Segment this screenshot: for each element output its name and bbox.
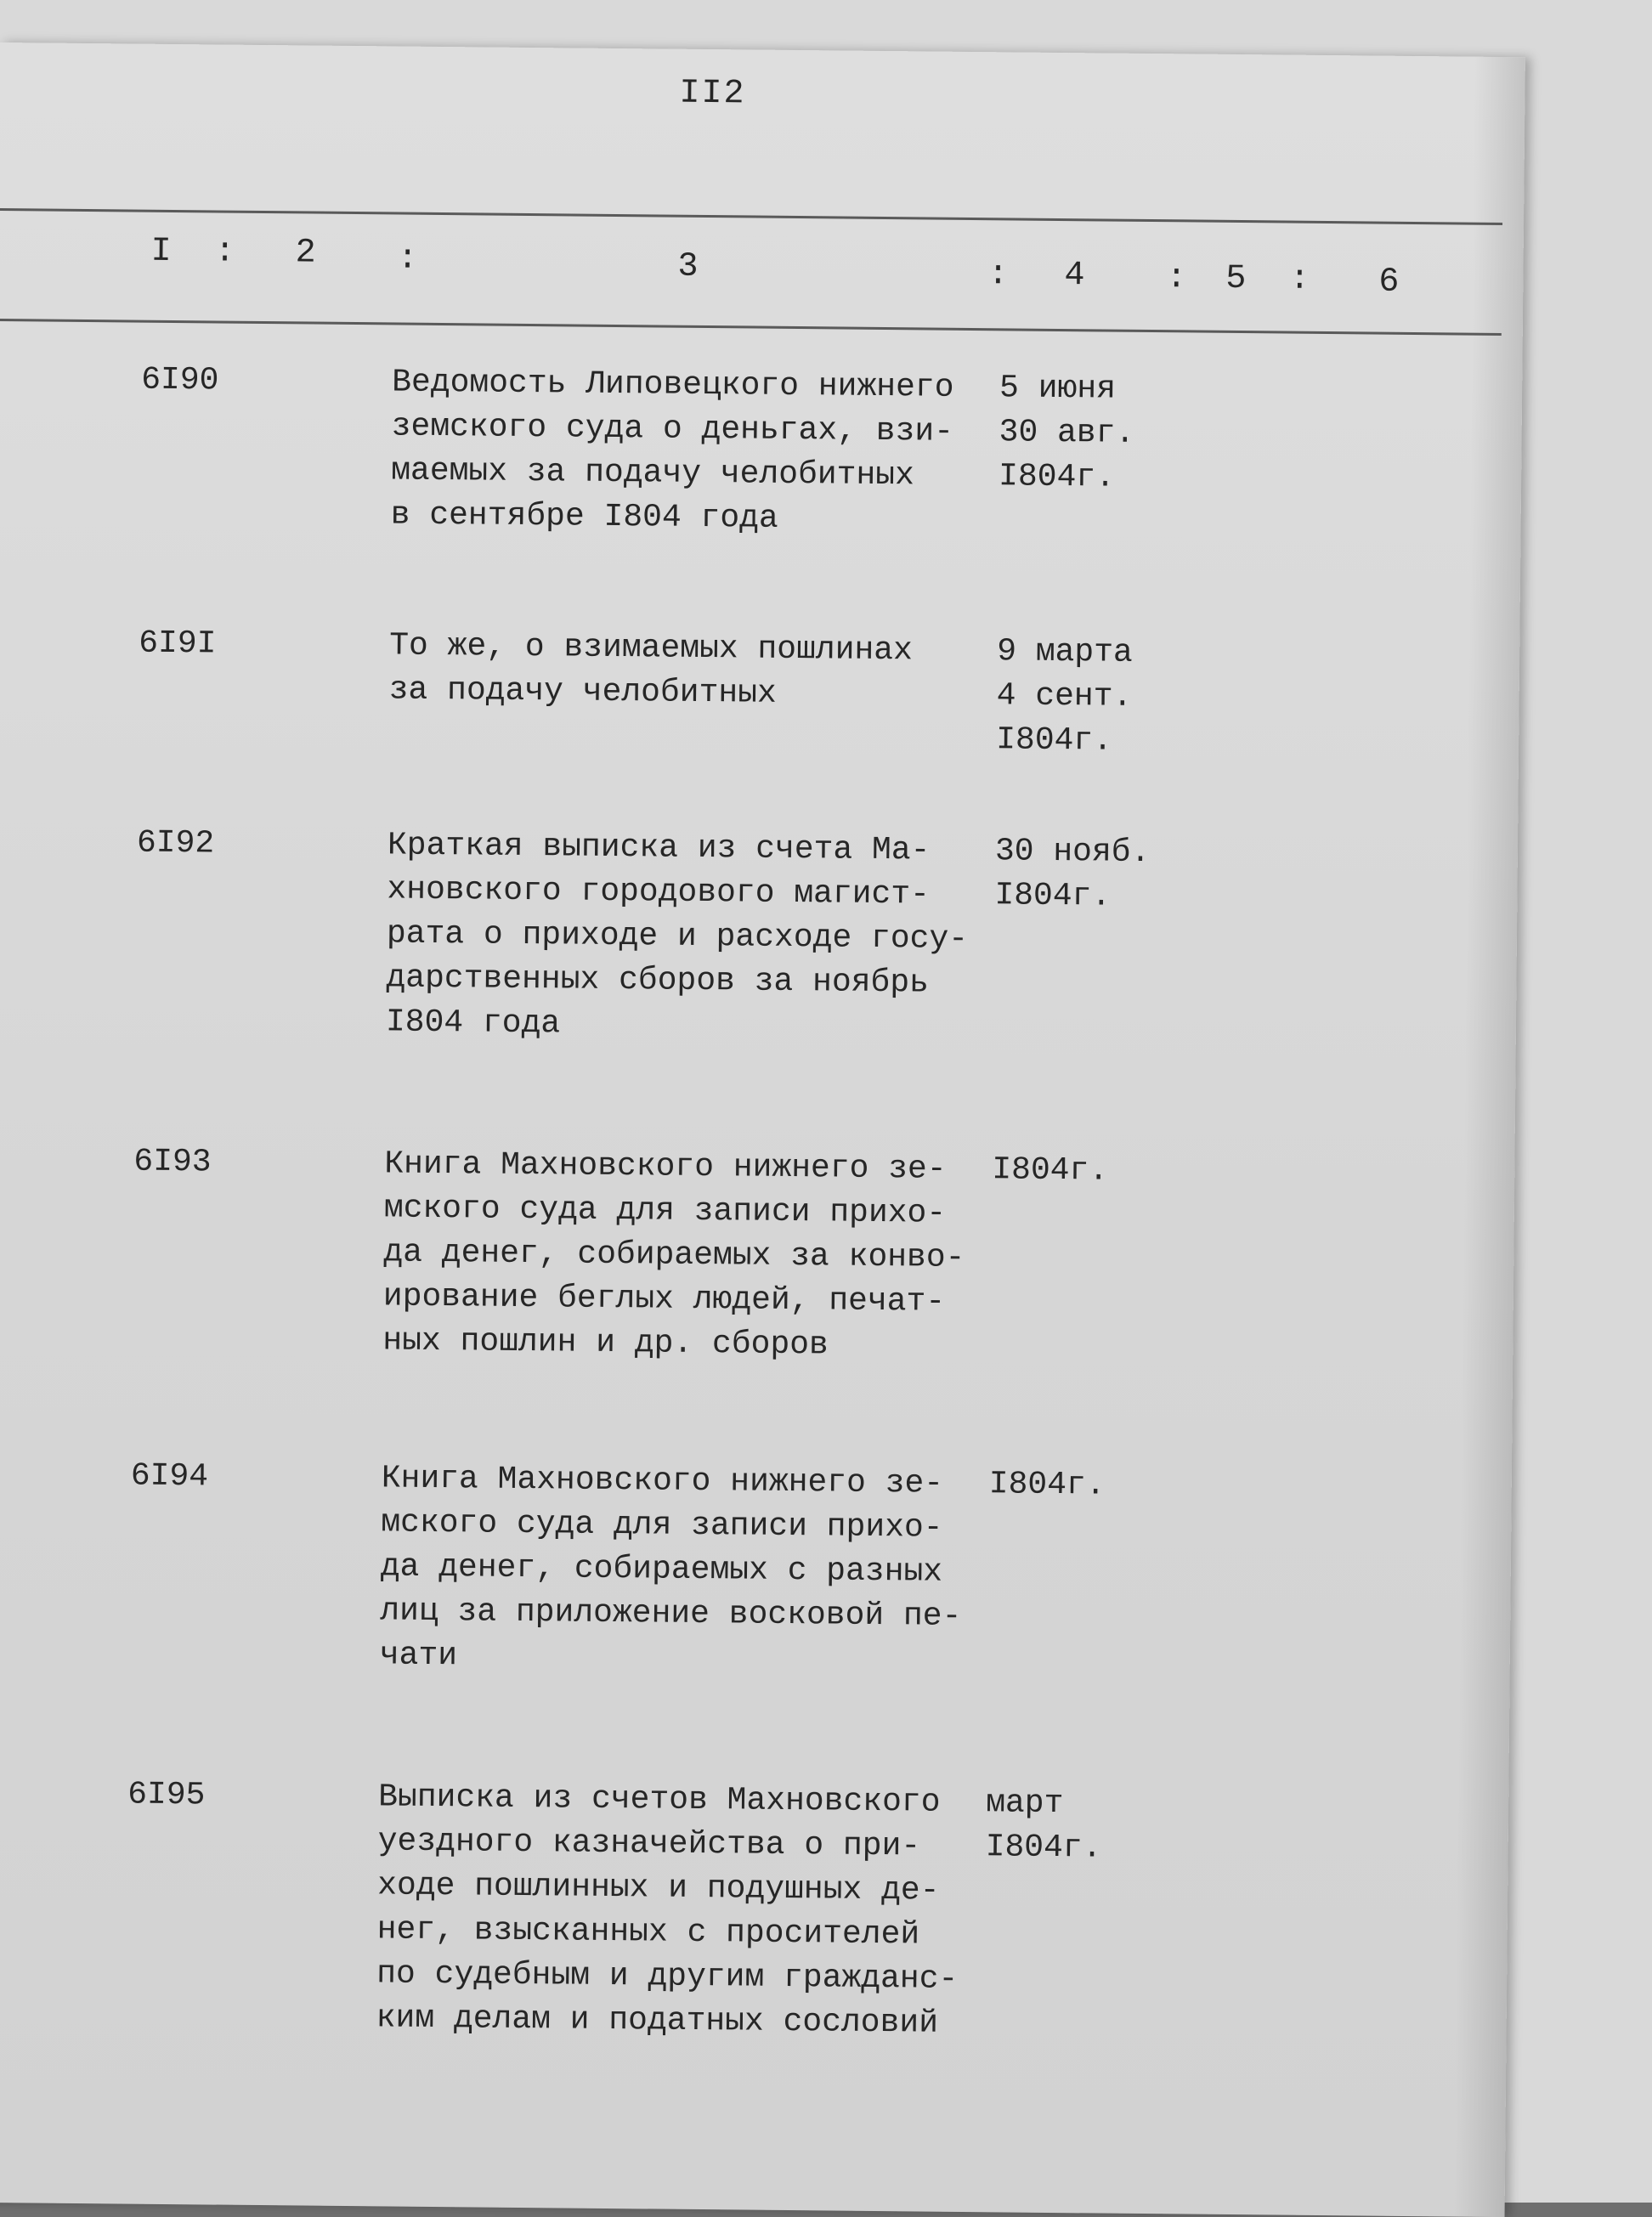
column-header-6: 6 <box>1378 263 1400 302</box>
description-line: I804 года <box>385 1004 561 1043</box>
date-line: 4 сент. <box>996 677 1133 715</box>
date-line: I804г. <box>992 1151 1109 1190</box>
description-line: Ведомость Липовецкого нижнего <box>391 364 954 406</box>
entry-number: 6I9I <box>139 625 217 663</box>
column-header-4: 4 <box>1064 257 1085 296</box>
description-line: Книга Махновского нижнего зе- <box>384 1145 947 1188</box>
entry-description <box>382 1142 996 1369</box>
entry-number: 6I95 <box>127 1776 206 1814</box>
description-line: мского суда для записи прихо- <box>383 1190 947 1232</box>
date-line: 30 авг. <box>999 414 1135 452</box>
description-line: Выписка из счетов Махновского <box>377 1779 941 1821</box>
entry-dates <box>999 366 1169 501</box>
column-separator: : <box>987 256 1009 295</box>
column-separator: : <box>397 240 418 279</box>
description-line: То же, о взимаемых пошлинах <box>388 627 914 670</box>
entry-description <box>376 1775 990 2046</box>
inventory-entry <box>0 1453 1491 1675</box>
entry-description <box>390 360 1004 543</box>
description-line: ирование беглых людей, печат- <box>382 1278 946 1321</box>
column-separator: : <box>1289 260 1310 299</box>
date-line: I804г. <box>985 1829 1102 1867</box>
document-page <box>0 42 1525 2217</box>
entry-description <box>380 1456 993 1683</box>
inventory-entries <box>0 42 1504 2181</box>
entry-number: 6I94 <box>130 1457 209 1496</box>
date-line: 5 июня <box>999 370 1117 408</box>
entry-dates <box>992 1148 1162 1194</box>
date-line: I804г. <box>998 458 1116 496</box>
description-line: да денег, собираемых с разных <box>380 1548 943 1591</box>
description-line: хновского городового магист- <box>387 871 931 913</box>
description-line: в сентябре I804 года <box>390 496 778 537</box>
column-header-3: 3 <box>677 247 699 286</box>
description-line: ким делам и податных сословий <box>376 1999 939 2042</box>
entry-dates <box>996 630 1167 764</box>
date-line: I804г. <box>994 877 1112 915</box>
entry-description <box>388 624 1001 718</box>
inventory-entry <box>0 820 1496 1043</box>
column-separator: : <box>1166 259 1187 298</box>
description-line: за подачу челобитных <box>388 671 777 712</box>
description-line: маемых за подачу челобитных <box>390 452 915 495</box>
entry-description <box>386 823 999 1050</box>
description-line: чати <box>379 1637 458 1675</box>
entry-number: 6I93 <box>133 1143 212 1181</box>
description-line: по судебным и другим гражданс- <box>376 1955 959 1998</box>
entry-dates <box>985 1781 1156 1871</box>
description-line: да денег, собираемых за конво- <box>383 1234 965 1276</box>
description-line: уездного казначейства о при- <box>377 1823 921 1865</box>
inventory-entry <box>0 620 1498 760</box>
description-line: дарственных сборов за ноябрь <box>386 959 930 1002</box>
description-line: рата о приходе и расходе госу- <box>386 915 969 958</box>
inventory-entry <box>0 357 1501 537</box>
date-line: I804г. <box>988 1466 1106 1504</box>
date-line: I804г. <box>995 721 1113 760</box>
column-header-1: I <box>150 232 172 271</box>
inventory-entry <box>0 1772 1487 2042</box>
entry-dates <box>994 829 1165 919</box>
description-line: нег, взысканных с просителей <box>376 1911 920 1954</box>
entry-dates <box>989 1462 1159 1508</box>
column-separator: : <box>214 233 235 272</box>
entry-number: 6I90 <box>140 361 219 399</box>
date-line: 9 марта <box>996 633 1134 671</box>
description-line: Книга Махновского нижнего зе- <box>381 1460 944 1502</box>
date-line: март <box>985 1784 1064 1823</box>
date-line: 30 нояб. <box>994 833 1151 872</box>
page-number: II2 <box>679 74 746 114</box>
inventory-entry <box>0 1139 1494 1364</box>
description-line: мского суда для записи прихо- <box>381 1504 943 1547</box>
column-header-2: 2 <box>295 234 316 273</box>
description-line: ходе пошлинных и подушных де- <box>376 1867 940 1909</box>
description-line: земского суда о деньгах, взи- <box>391 408 954 450</box>
description-line: ных пошлин и др. сборов <box>382 1322 829 1364</box>
description-line: Краткая выписка из счета Ма- <box>387 827 931 869</box>
column-header-5: 5 <box>1225 259 1247 299</box>
entry-number: 6I92 <box>136 824 215 862</box>
description-line: лиц за приложение восковой пе- <box>380 1592 962 1635</box>
